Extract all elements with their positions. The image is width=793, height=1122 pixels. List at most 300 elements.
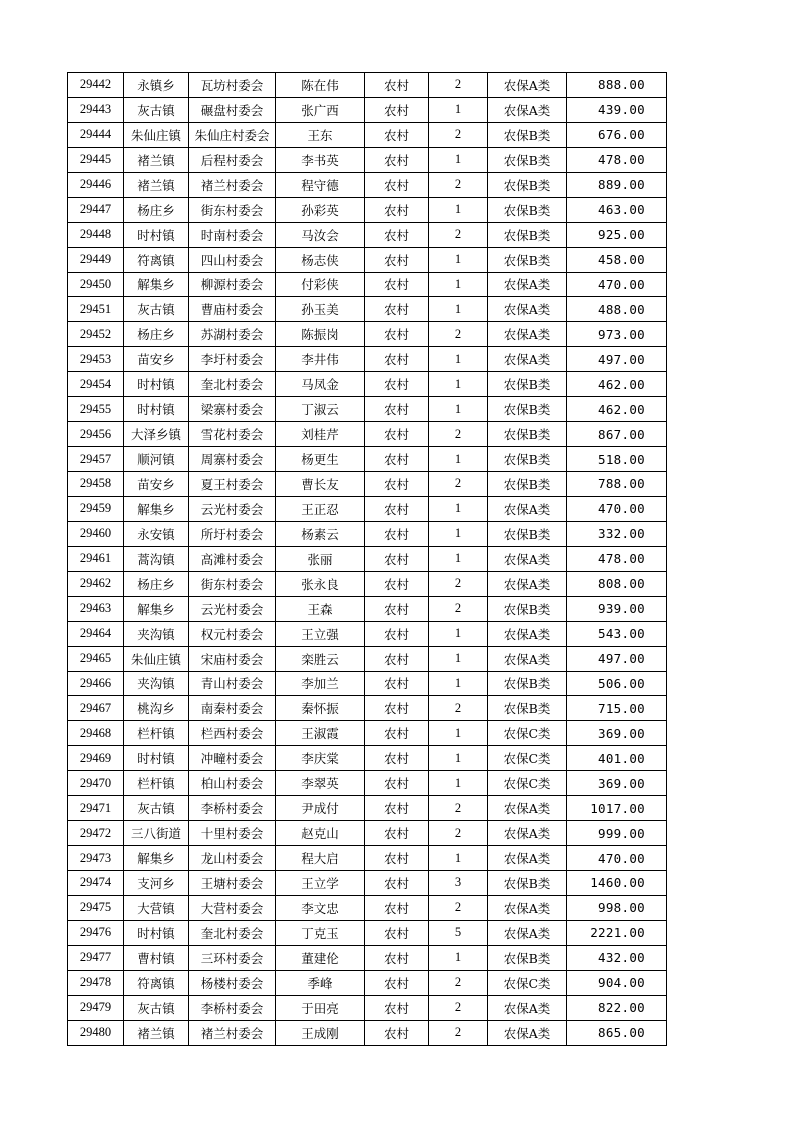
village-committee-cell: 曹庙村委会 xyxy=(189,297,276,322)
amount-cell: 998.00 xyxy=(567,895,667,920)
name-cell: 付彩侠 xyxy=(276,272,365,297)
village-committee-cell: 柏山村委会 xyxy=(189,771,276,796)
insurance-category-cell: 农保B类 xyxy=(488,945,567,970)
household-count-cell: 2 xyxy=(429,122,488,147)
village-committee-cell: 瓦坊村委会 xyxy=(189,73,276,98)
township-cell: 褚兰镇 xyxy=(124,1020,189,1045)
village-committee-cell: 夏王村委会 xyxy=(189,472,276,497)
amount-cell: 369.00 xyxy=(567,771,667,796)
township-cell: 时村镇 xyxy=(124,920,189,945)
insurance-category-cell: 农保A类 xyxy=(488,821,567,846)
amount-cell: 478.00 xyxy=(567,546,667,571)
township-cell: 朱仙庄镇 xyxy=(124,122,189,147)
record-id-cell: 29452 xyxy=(68,322,124,347)
record-id-cell: 29468 xyxy=(68,721,124,746)
table-row xyxy=(68,646,667,671)
table-row xyxy=(68,571,667,596)
household-count-cell: 2 xyxy=(429,821,488,846)
record-id-cell: 29464 xyxy=(68,621,124,646)
table-row xyxy=(68,496,667,521)
insurance-category-cell: 农保C类 xyxy=(488,746,567,771)
table-body xyxy=(68,73,667,1046)
table-row xyxy=(68,746,667,771)
table-row xyxy=(68,272,667,297)
household-count-cell: 2 xyxy=(429,73,488,98)
record-id-cell: 29459 xyxy=(68,496,124,521)
area-type-cell: 农村 xyxy=(365,821,429,846)
township-cell: 夹沟镇 xyxy=(124,621,189,646)
record-id-cell: 29473 xyxy=(68,846,124,871)
township-cell: 曹村镇 xyxy=(124,945,189,970)
township-cell: 顺河镇 xyxy=(124,447,189,472)
area-type-cell: 农村 xyxy=(365,796,429,821)
insurance-category-cell: 农保B类 xyxy=(488,372,567,397)
insurance-category-cell: 农保A类 xyxy=(488,322,567,347)
insurance-category-cell: 农保A类 xyxy=(488,1020,567,1045)
record-id-cell: 29467 xyxy=(68,696,124,721)
area-type-cell: 农村 xyxy=(365,970,429,995)
village-committee-cell: 云光村委会 xyxy=(189,596,276,621)
insurance-category-cell: 农保A类 xyxy=(488,496,567,521)
township-cell: 解集乡 xyxy=(124,846,189,871)
record-id-cell: 29463 xyxy=(68,596,124,621)
record-id-cell: 29460 xyxy=(68,521,124,546)
insurance-category-cell: 农保A类 xyxy=(488,621,567,646)
amount-cell: 497.00 xyxy=(567,347,667,372)
name-cell: 李翠英 xyxy=(276,771,365,796)
village-committee-cell: 街东村委会 xyxy=(189,197,276,222)
name-cell: 曹长友 xyxy=(276,472,365,497)
table-row xyxy=(68,372,667,397)
amount-cell: 1460.00 xyxy=(567,871,667,896)
village-committee-cell: 所圩村委会 xyxy=(189,521,276,546)
amount-cell: 478.00 xyxy=(567,147,667,172)
village-committee-cell: 雪花村委会 xyxy=(189,422,276,447)
record-id-cell: 29449 xyxy=(68,247,124,272)
table-row xyxy=(68,447,667,472)
township-cell: 灰古镇 xyxy=(124,796,189,821)
table-row xyxy=(68,73,667,98)
record-id-cell: 29455 xyxy=(68,397,124,422)
household-count-cell: 1 xyxy=(429,297,488,322)
insurance-category-cell: 农保B类 xyxy=(488,596,567,621)
area-type-cell: 农村 xyxy=(365,871,429,896)
township-cell: 解集乡 xyxy=(124,496,189,521)
insurance-category-cell: 农保C类 xyxy=(488,771,567,796)
table-row xyxy=(68,247,667,272)
name-cell: 李书英 xyxy=(276,147,365,172)
village-committee-cell: 十里村委会 xyxy=(189,821,276,846)
record-id-cell: 29442 xyxy=(68,73,124,98)
household-count-cell: 1 xyxy=(429,846,488,871)
area-type-cell: 农村 xyxy=(365,920,429,945)
village-committee-cell: 南秦村委会 xyxy=(189,696,276,721)
name-cell: 杨素云 xyxy=(276,521,365,546)
amount-cell: 518.00 xyxy=(567,447,667,472)
township-cell: 栏杆镇 xyxy=(124,721,189,746)
amount-cell: 715.00 xyxy=(567,696,667,721)
household-count-cell: 2 xyxy=(429,696,488,721)
record-id-cell: 29466 xyxy=(68,671,124,696)
area-type-cell: 农村 xyxy=(365,372,429,397)
name-cell: 王森 xyxy=(276,596,365,621)
area-type-cell: 农村 xyxy=(365,696,429,721)
village-committee-cell: 街东村委会 xyxy=(189,571,276,596)
insurance-category-cell: 农保B类 xyxy=(488,521,567,546)
table-row xyxy=(68,796,667,821)
area-type-cell: 农村 xyxy=(365,422,429,447)
record-id-cell: 29454 xyxy=(68,372,124,397)
household-count-cell: 1 xyxy=(429,546,488,571)
township-cell: 灰古镇 xyxy=(124,97,189,122)
township-cell: 杨庄乡 xyxy=(124,322,189,347)
area-type-cell: 农村 xyxy=(365,397,429,422)
township-cell: 杨庄乡 xyxy=(124,197,189,222)
area-type-cell: 农村 xyxy=(365,172,429,197)
name-cell: 程大启 xyxy=(276,846,365,871)
amount-cell: 506.00 xyxy=(567,671,667,696)
insurance-category-cell: 农保B类 xyxy=(488,247,567,272)
household-count-cell: 1 xyxy=(429,97,488,122)
table-row xyxy=(68,222,667,247)
name-cell: 陈振岗 xyxy=(276,322,365,347)
area-type-cell: 农村 xyxy=(365,272,429,297)
township-cell: 灰古镇 xyxy=(124,297,189,322)
record-id-cell: 29471 xyxy=(68,796,124,821)
household-count-cell: 1 xyxy=(429,447,488,472)
table-row xyxy=(68,671,667,696)
record-id-cell: 29453 xyxy=(68,347,124,372)
village-committee-cell: 柳源村委会 xyxy=(189,272,276,297)
area-type-cell: 农村 xyxy=(365,746,429,771)
household-count-cell: 1 xyxy=(429,496,488,521)
township-cell: 夹沟镇 xyxy=(124,671,189,696)
area-type-cell: 农村 xyxy=(365,945,429,970)
household-count-cell: 1 xyxy=(429,621,488,646)
table-row xyxy=(68,521,667,546)
household-count-cell: 2 xyxy=(429,995,488,1020)
village-committee-cell: 栏西村委会 xyxy=(189,721,276,746)
amount-cell: 432.00 xyxy=(567,945,667,970)
village-committee-cell: 四山村委会 xyxy=(189,247,276,272)
area-type-cell: 农村 xyxy=(365,97,429,122)
township-cell: 苗安乡 xyxy=(124,472,189,497)
area-type-cell: 农村 xyxy=(365,222,429,247)
name-cell: 杨更生 xyxy=(276,447,365,472)
household-count-cell: 2 xyxy=(429,222,488,247)
area-type-cell: 农村 xyxy=(365,596,429,621)
name-cell: 王立学 xyxy=(276,871,365,896)
village-committee-cell: 周寨村委会 xyxy=(189,447,276,472)
insurance-category-cell: 农保B类 xyxy=(488,122,567,147)
name-cell: 程守德 xyxy=(276,172,365,197)
amount-cell: 904.00 xyxy=(567,970,667,995)
insurance-category-cell: 农保A类 xyxy=(488,920,567,945)
township-cell: 时村镇 xyxy=(124,397,189,422)
household-count-cell: 3 xyxy=(429,871,488,896)
name-cell: 王正忍 xyxy=(276,496,365,521)
record-id-cell: 29479 xyxy=(68,995,124,1020)
household-count-cell: 1 xyxy=(429,397,488,422)
amount-cell: 497.00 xyxy=(567,646,667,671)
township-cell: 灰古镇 xyxy=(124,995,189,1020)
household-count-cell: 1 xyxy=(429,372,488,397)
village-committee-cell: 高滩村委会 xyxy=(189,546,276,571)
record-id-cell: 29462 xyxy=(68,571,124,596)
household-count-cell: 5 xyxy=(429,920,488,945)
data-table xyxy=(67,72,667,1046)
name-cell: 董建伦 xyxy=(276,945,365,970)
insurance-category-cell: 农保A类 xyxy=(488,73,567,98)
township-cell: 大泽乡镇 xyxy=(124,422,189,447)
village-committee-cell: 褚兰村委会 xyxy=(189,1020,276,1045)
insurance-category-cell: 农保A类 xyxy=(488,895,567,920)
table-row xyxy=(68,322,667,347)
amount-cell: 999.00 xyxy=(567,821,667,846)
amount-cell: 867.00 xyxy=(567,422,667,447)
name-cell: 孙彩英 xyxy=(276,197,365,222)
village-committee-cell: 杨楼村委会 xyxy=(189,970,276,995)
amount-cell: 939.00 xyxy=(567,596,667,621)
amount-cell: 888.00 xyxy=(567,73,667,98)
record-id-cell: 29457 xyxy=(68,447,124,472)
area-type-cell: 农村 xyxy=(365,73,429,98)
insurance-category-cell: 农保A类 xyxy=(488,297,567,322)
table-row xyxy=(68,696,667,721)
area-type-cell: 农村 xyxy=(365,347,429,372)
township-cell: 符离镇 xyxy=(124,247,189,272)
amount-cell: 889.00 xyxy=(567,172,667,197)
name-cell: 于田亮 xyxy=(276,995,365,1020)
village-committee-cell: 李圩村委会 xyxy=(189,347,276,372)
insurance-category-cell: 农保C类 xyxy=(488,721,567,746)
record-id-cell: 29443 xyxy=(68,97,124,122)
area-type-cell: 农村 xyxy=(365,472,429,497)
household-count-cell: 1 xyxy=(429,945,488,970)
amount-cell: 332.00 xyxy=(567,521,667,546)
area-type-cell: 农村 xyxy=(365,1020,429,1045)
name-cell: 李庆棠 xyxy=(276,746,365,771)
record-id-cell: 29470 xyxy=(68,771,124,796)
table-row xyxy=(68,122,667,147)
table-row xyxy=(68,945,667,970)
amount-cell: 458.00 xyxy=(567,247,667,272)
household-count-cell: 1 xyxy=(429,347,488,372)
table-row xyxy=(68,472,667,497)
township-cell: 栏杆镇 xyxy=(124,771,189,796)
record-id-cell: 29450 xyxy=(68,272,124,297)
village-committee-cell: 梁寨村委会 xyxy=(189,397,276,422)
name-cell: 马凤金 xyxy=(276,372,365,397)
insurance-category-cell: 农保B类 xyxy=(488,472,567,497)
household-count-cell: 1 xyxy=(429,147,488,172)
name-cell: 李文忠 xyxy=(276,895,365,920)
township-cell: 支河乡 xyxy=(124,871,189,896)
insurance-category-cell: 农保B类 xyxy=(488,222,567,247)
record-id-cell: 29458 xyxy=(68,472,124,497)
name-cell: 张丽 xyxy=(276,546,365,571)
table-row xyxy=(68,347,667,372)
name-cell: 赵克山 xyxy=(276,821,365,846)
township-cell: 大营镇 xyxy=(124,895,189,920)
township-cell: 苗安乡 xyxy=(124,347,189,372)
area-type-cell: 农村 xyxy=(365,995,429,1020)
village-committee-cell: 权元村委会 xyxy=(189,621,276,646)
village-committee-cell: 奎北村委会 xyxy=(189,920,276,945)
household-count-cell: 1 xyxy=(429,646,488,671)
record-id-cell: 29469 xyxy=(68,746,124,771)
village-committee-cell: 褚兰村委会 xyxy=(189,172,276,197)
area-type-cell: 农村 xyxy=(365,895,429,920)
amount-cell: 1017.00 xyxy=(567,796,667,821)
household-count-cell: 2 xyxy=(429,172,488,197)
household-count-cell: 2 xyxy=(429,1020,488,1045)
insurance-category-cell: 农保B类 xyxy=(488,871,567,896)
township-cell: 时村镇 xyxy=(124,222,189,247)
amount-cell: 369.00 xyxy=(567,721,667,746)
table-row xyxy=(68,821,667,846)
area-type-cell: 农村 xyxy=(365,646,429,671)
insurance-category-cell: 农保A类 xyxy=(488,272,567,297)
area-type-cell: 农村 xyxy=(365,197,429,222)
township-cell: 朱仙庄镇 xyxy=(124,646,189,671)
table-row xyxy=(68,846,667,871)
insurance-category-cell: 农保A类 xyxy=(488,571,567,596)
household-count-cell: 1 xyxy=(429,746,488,771)
record-id-cell: 29448 xyxy=(68,222,124,247)
amount-cell: 470.00 xyxy=(567,496,667,521)
household-count-cell: 2 xyxy=(429,895,488,920)
table-row xyxy=(68,172,667,197)
record-id-cell: 29445 xyxy=(68,147,124,172)
record-id-cell: 29461 xyxy=(68,546,124,571)
name-cell: 王成刚 xyxy=(276,1020,365,1045)
village-committee-cell: 冲疃村委会 xyxy=(189,746,276,771)
area-type-cell: 农村 xyxy=(365,571,429,596)
household-count-cell: 1 xyxy=(429,197,488,222)
township-cell: 杨庄乡 xyxy=(124,571,189,596)
table-row xyxy=(68,97,667,122)
record-id-cell: 29446 xyxy=(68,172,124,197)
table-row xyxy=(68,771,667,796)
township-cell: 时村镇 xyxy=(124,372,189,397)
table-row xyxy=(68,297,667,322)
name-cell: 王东 xyxy=(276,122,365,147)
area-type-cell: 农村 xyxy=(365,546,429,571)
area-type-cell: 农村 xyxy=(365,247,429,272)
insurance-category-cell: 农保A类 xyxy=(488,846,567,871)
household-count-cell: 2 xyxy=(429,596,488,621)
area-type-cell: 农村 xyxy=(365,721,429,746)
name-cell: 马汝会 xyxy=(276,222,365,247)
name-cell: 孙玉美 xyxy=(276,297,365,322)
table-row xyxy=(68,920,667,945)
table-row xyxy=(68,197,667,222)
amount-cell: 470.00 xyxy=(567,846,667,871)
amount-cell: 676.00 xyxy=(567,122,667,147)
record-id-cell: 29474 xyxy=(68,871,124,896)
household-count-cell: 2 xyxy=(429,322,488,347)
name-cell: 季峰 xyxy=(276,970,365,995)
name-cell: 刘桂芹 xyxy=(276,422,365,447)
amount-cell: 822.00 xyxy=(567,995,667,1020)
area-type-cell: 农村 xyxy=(365,122,429,147)
village-committee-cell: 奎北村委会 xyxy=(189,372,276,397)
table-row xyxy=(68,621,667,646)
insurance-category-cell: 农保A类 xyxy=(488,97,567,122)
amount-cell: 462.00 xyxy=(567,372,667,397)
area-type-cell: 农村 xyxy=(365,771,429,796)
name-cell: 尹成付 xyxy=(276,796,365,821)
village-committee-cell: 苏湖村委会 xyxy=(189,322,276,347)
table-row xyxy=(68,895,667,920)
record-id-cell: 29444 xyxy=(68,122,124,147)
village-committee-cell: 王塘村委会 xyxy=(189,871,276,896)
village-committee-cell: 后程村委会 xyxy=(189,147,276,172)
amount-cell: 462.00 xyxy=(567,397,667,422)
table-row xyxy=(68,422,667,447)
area-type-cell: 农村 xyxy=(365,147,429,172)
insurance-category-cell: 农保C类 xyxy=(488,970,567,995)
table-row xyxy=(68,1020,667,1045)
insurance-category-cell: 农保B类 xyxy=(488,422,567,447)
township-cell: 永镇乡 xyxy=(124,73,189,98)
table-row xyxy=(68,147,667,172)
insurance-category-cell: 农保B类 xyxy=(488,447,567,472)
record-id-cell: 29465 xyxy=(68,646,124,671)
record-id-cell: 29451 xyxy=(68,297,124,322)
household-count-cell: 1 xyxy=(429,247,488,272)
insurance-category-cell: 农保A类 xyxy=(488,546,567,571)
village-committee-cell: 李桥村委会 xyxy=(189,995,276,1020)
record-id-cell: 29475 xyxy=(68,895,124,920)
village-committee-cell: 时南村委会 xyxy=(189,222,276,247)
household-count-cell: 2 xyxy=(429,970,488,995)
name-cell: 丁淑云 xyxy=(276,397,365,422)
table-row xyxy=(68,970,667,995)
township-cell: 三八街道 xyxy=(124,821,189,846)
village-committee-cell: 云光村委会 xyxy=(189,496,276,521)
name-cell: 王淑霞 xyxy=(276,721,365,746)
village-committee-cell: 青山村委会 xyxy=(189,671,276,696)
table-row xyxy=(68,721,667,746)
record-id-cell: 29472 xyxy=(68,821,124,846)
amount-cell: 488.00 xyxy=(567,297,667,322)
household-count-cell: 2 xyxy=(429,472,488,497)
area-type-cell: 农村 xyxy=(365,621,429,646)
record-id-cell: 29478 xyxy=(68,970,124,995)
insurance-category-cell: 农保A类 xyxy=(488,347,567,372)
amount-cell: 788.00 xyxy=(567,472,667,497)
area-type-cell: 农村 xyxy=(365,447,429,472)
name-cell: 王立强 xyxy=(276,621,365,646)
household-count-cell: 1 xyxy=(429,272,488,297)
household-count-cell: 1 xyxy=(429,771,488,796)
village-committee-cell: 朱仙庄村委会 xyxy=(189,122,276,147)
record-id-cell: 29447 xyxy=(68,197,124,222)
village-committee-cell: 三环村委会 xyxy=(189,945,276,970)
area-type-cell: 农村 xyxy=(365,671,429,696)
household-count-cell: 2 xyxy=(429,796,488,821)
table-row xyxy=(68,546,667,571)
township-cell: 解集乡 xyxy=(124,596,189,621)
table-row xyxy=(68,397,667,422)
name-cell: 张永良 xyxy=(276,571,365,596)
household-count-cell: 2 xyxy=(429,571,488,596)
table-row xyxy=(68,995,667,1020)
name-cell: 张广西 xyxy=(276,97,365,122)
insurance-category-cell: 农保B类 xyxy=(488,172,567,197)
